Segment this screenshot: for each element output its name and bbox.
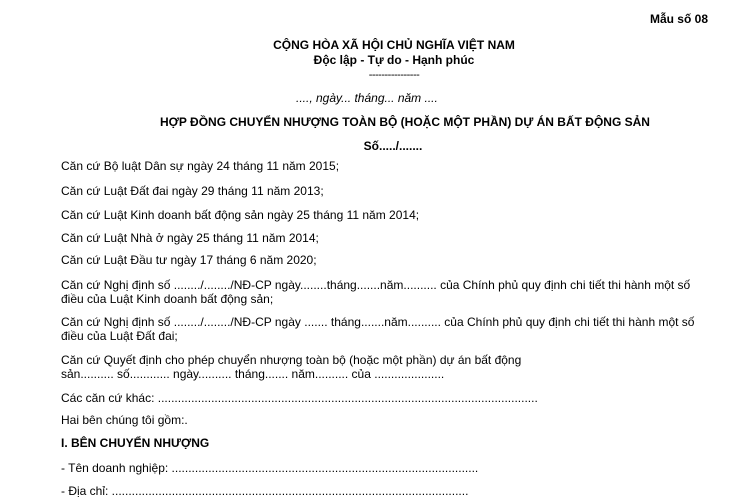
document-number (0, 139, 750, 153)
country-name: CỘNG HÒA XÃ HỘI CHỦ NGHĨA VIỆT NAM (273, 38, 515, 52)
header-divider: ---------------- (368, 69, 420, 81)
legal-basis-line: Căn cứ Luật Kinh doanh bất động sản ngày 25 tháng 11 năm 2014; (61, 208, 420, 222)
legal-basis-line: sản.......... số............ ngày.......... tháng....... năm.......... của ..................... (61, 367, 445, 381)
legal-basis-line: Căn cứ Nghị định số ......../......../NĐ-CP ngày........tháng.......năm.......... của Chính phủ quy định chi tiết thi hành một số (61, 278, 691, 292)
parties-intro: Hai bên chúng tôi gồm:. (61, 413, 188, 427)
other-bases-line: Các căn cứ khác: .................................................................................................................. (61, 391, 538, 405)
legal-basis-line: Căn cứ Luật Nhà ở ngày 25 tháng 11 năm 2014; (61, 231, 319, 245)
date-line: ...., ngày... tháng... năm .... (296, 91, 438, 105)
form-number: Mẫu số 08 (649, 12, 708, 26)
legal-basis-line: Căn cứ Quyết định cho phép chuyển nhượng toàn bộ (hoặc một phần) dự án bất động (61, 353, 522, 367)
national-motto: Độc lập - Tự do - Hạnh phúc (313, 53, 475, 67)
document-number-text: Số...../....... (363, 139, 423, 153)
section-heading-transferor: I. BÊN CHUYỂN NHƯỢNG (61, 436, 210, 450)
national-header (0, 38, 750, 81)
legal-basis-line: Căn cứ Nghị định số ......../......../NĐ-CP ngày ....... tháng.......năm.......... của Chính phủ quy định chi tiết thi hành một số (61, 315, 695, 329)
document-title-text: HỢP ĐỒNG CHUYỂN NHƯỢNG TOÀN BỘ (HOẶC MỘT PHẦN) DỰ ÁN BẤT ĐỘNG SẢN (160, 115, 650, 129)
document-title (0, 115, 750, 129)
field-company-name: - Tên doanh nghiệp: ............................................................................................ (61, 461, 479, 475)
legal-basis-line: Căn cứ Luật Đầu tư ngày 17 tháng 6 năm 2020; (61, 253, 317, 267)
field-address: - Địa chỉ: ........................................................................................................... (61, 484, 469, 498)
legal-basis-line: điều của Luật Kinh doanh bất động sản; (61, 292, 274, 306)
legal-basis-line: Căn cứ Bộ luật Dân sự ngày 24 tháng 11 năm 2015; (61, 159, 340, 173)
legal-basis-line: điều của Luật Đất đai; (61, 329, 178, 343)
legal-basis-line: Căn cứ Luật Đất đai ngày 29 tháng 11 năm 2013; (61, 184, 324, 198)
